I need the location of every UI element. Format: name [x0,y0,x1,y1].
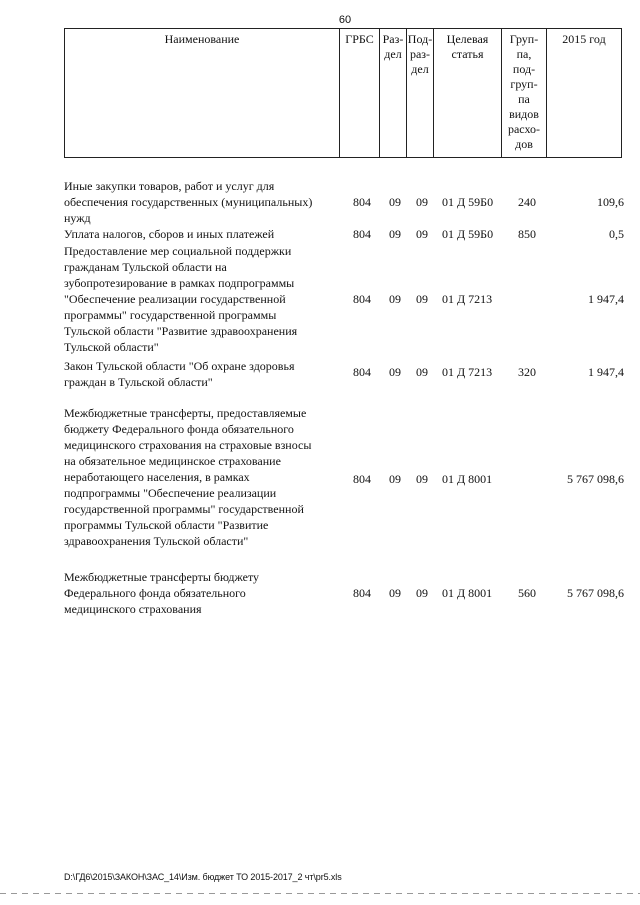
table-header [64,28,622,158]
row-sum: 5 767 098,6 [567,472,624,486]
page-number: 60 [338,14,352,26]
row-grbs: 804 [353,365,371,379]
row-target: 01 Д 8001 [442,586,493,600]
row-razdel: 09 [389,586,401,600]
row-name: Закон Тульской области "Об охране здоровья граждан в Тульской области" [64,359,295,389]
row-podrazdel: 09 [416,586,428,600]
row-group: 240 [518,195,536,209]
row-target: 01 Д 7213 [442,365,493,379]
row-podrazdel: 09 [416,292,428,306]
row-target: 01 Д 8001 [442,472,493,486]
row-target: 01 Д 7213 [442,292,493,306]
row-sum: 1 947,4 [588,292,624,306]
row-razdel: 09 [389,195,401,209]
row-sum: 0,5 [609,227,624,241]
header-podrazdel: Под- раз- дел [407,29,434,157]
row-grbs: 804 [353,227,371,241]
row-podrazdel: 09 [416,472,428,486]
row-grbs: 804 [353,292,371,306]
header-razdel: Раз- дел [380,29,407,157]
row-razdel: 09 [389,292,401,306]
row-group: 850 [518,227,536,241]
row-grbs: 804 [353,586,371,600]
row-group: 320 [518,365,536,379]
row-sum: 1 947,4 [588,365,624,379]
row-name: Межбюджетные трансферты бюджету Федерального фонда обязательного медицинского страхования [64,570,260,616]
header-target-article: Целевая статья [434,29,502,157]
header-name: Наименование [65,29,340,157]
row-grbs: 804 [353,472,371,486]
row-sum: 5 767 098,6 [567,586,624,600]
header-year: 2015 год [562,32,606,46]
row-podrazdel: 09 [416,365,428,379]
row-target: 01 Д 59Б0 [442,227,494,241]
header-grbs: ГРБС [340,29,380,157]
row-razdel: 09 [389,227,401,241]
row-sum: 109,6 [597,195,624,209]
row-name: Межбюджетные трансферты, предоставляемые бюджету Федерального фонда обязательного медицинского страхования на страховые взносы на обязательное медицинское страхование неработающего населения, в рамках подпрограммы "Обеспечение реализации государственной программы" государственной программы Тульской области "Развитие здравоохранения Тульской области" [64,406,312,548]
row-podrazdel: 09 [416,227,428,241]
row-podrazdel: 09 [416,195,428,209]
row-razdel: 09 [389,472,401,486]
row-target: 01 Д 59Б0 [442,195,494,209]
scan-edge-line [0,893,640,894]
row-name: Иные закупки товаров, работ и услуг для обеспечения государственных (муниципальных) нужд [64,179,313,225]
row-name: Уплата налогов, сборов и иных платежей [64,227,275,241]
row-grbs: 804 [353,195,371,209]
row-razdel: 09 [389,365,401,379]
row-name: Предоставление мер социальной поддержки гражданам Тульской области на зубопротезирование в рамках подпрограммы "Обеспечение реализации государственной программы" государственной программы Тульской области "Развитие здравоохранения Тульской области" [64,244,298,354]
header-expense-group: Груп- па, под- груп- па видов расхо- дов [502,29,547,157]
row-group: 560 [518,586,536,600]
file-path-footer: D:\ГД6\2015\ЗАКОН\ЗАС_14\Изм. бюджет ТО 2015-2017_2 чт\pr5.xls [64,872,342,882]
